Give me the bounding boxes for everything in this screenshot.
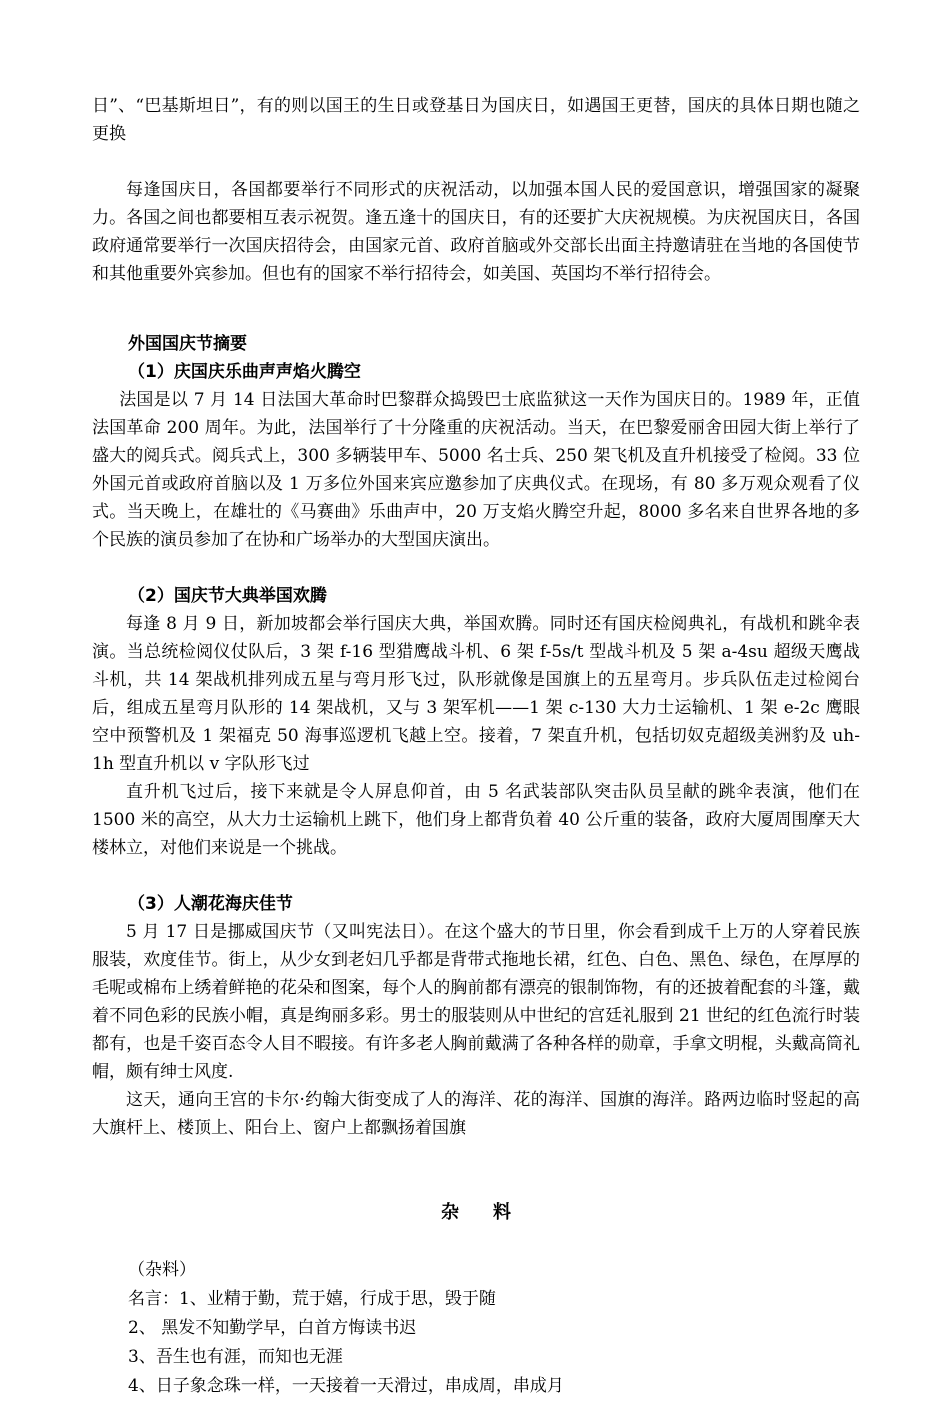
quote-item-2: 2、 黑发不知勤学早，白首方悔读书迟: [128, 1318, 417, 1338]
misc-title: 杂料: [441, 1202, 545, 1223]
misc-label: （杂料）: [128, 1260, 196, 1280]
quote-item-3: 3、吾生也有涯，而知也无涯: [128, 1347, 343, 1367]
summary-title: 外国国庆节摘要: [128, 334, 247, 354]
document-page: [92, 92, 860, 1401]
intro-paragraph-1: 日”、“巴基斯坦日”，有的则以国王的生日或登基日为国庆日，如遇国王更替，国庆的具体日期也随之更换: [92, 96, 860, 144]
section-1-heading: （1）庆国庆乐曲声声焰火腾空: [128, 362, 361, 382]
section-2-paragraph-1: 每逢 8 月 9 日，新加坡都会举行国庆大典，举国欢腾。同时还有国庆检阅典礼，有战机和跳伞表演。当总统检阅仪仗队后，3 架 f-16 型猎鹰战斗机、6 架 f-5s/t 型战斗机及 5 架 a-4su 超级天鹰战斗机，共 14 架战机排列成五星与弯月形飞过，队形就像是国旗上的五星弯月。步兵队伍走过检阅台后，组成五星弯月队形的 14 架战机，又与 3 架军机——1 架 c-130 大力士运输机、1 架 e-2c 鹰眼空中预警机及 1 架福克 50 海事巡逻机飞越上空。接着，7 架直升机，包括切奴克超级美洲豹及 uh-1h 型直升机以 v 字队形飞过: [92, 614, 860, 774]
intro-paragraph-2: 每逢国庆日，各国都要举行不同形式的庆祝活动，以加强本国人民的爱国意识，增强国家的凝聚力。各国之间也都要相互表示祝贺。逢五逢十的国庆日，有的还要扩大庆祝规模。为庆祝国庆日，各国政府通常要举行一次国庆招待会，由国家元首、政府首脑或外交部长出面主持邀请驻在当地的各国使节和其他重要外宾参加。但也有的国家不举行招待会，如美国、英国均不举行招待会。: [92, 180, 860, 284]
section-2-paragraph-2: 直升机飞过后，接下来就是令人屏息仰首，由 5 名武装部队突击队员呈献的跳伞表演，他们在 1500 米的高空，从大力士运输机上跳下，他们身上都背负着 40 公斤重的装备，政府大厦周围摩天大楼林立，对他们来说是一个挑战。: [92, 782, 860, 858]
section-2-heading: （2）国庆节大典举国欢腾: [128, 586, 327, 606]
section-1-paragraph: 法国是以 7 月 14 日法国大革命时巴黎群众捣毁巴士底监狱这一天作为国庆日的。1989 年，正值法国革命 200 周年。为此，法国举行了十分隆重的庆祝活动。当天，在巴黎爱丽舍田园大街上举行了盛大的阅兵式。阅兵式上，300 多辆装甲车、5000 名士兵、250 架飞机及直升机接受了检阅。33 位外国元首或政府首脑以及 1 万多位外国来宾应邀参加了庆典仪式。在现场，有 80 多万观众观看了仪式。当天晚上，在雄壮的《马赛曲》乐曲声中，20 万支焰火腾空升起，8000 多名来自世界各地的多个民族的演员参加了在协和广场举办的大型国庆演出。: [92, 390, 860, 550]
quote-item-4: 4、日子象念珠一样，一天接着一天滑过，串成周，串成月: [128, 1376, 564, 1396]
section-3-heading: （3）人潮花海庆佳节: [128, 894, 293, 914]
quote-item-1: 名言：1、业精于勤，荒于嬉，行成于思，毁于随: [128, 1289, 496, 1309]
section-3-paragraph-1: 5 月 17 日是挪威国庆节（又叫宪法日）。在这个盛大的节日里，你会看到成千上万的人穿着民族服装，欢度佳节。街上，从少女到老妇几乎都是背带式拖地长裙，红色、白色、黑色、绿色，在厚厚的毛呢或棉布上绣着鲜艳的花朵和图案，每个人的胸前都有漂亮的银制饰物，有的还披着配套的斗篷，戴着不同色彩的民族小帽，真是绚丽多彩。男士的服装则从中世纪的宫廷礼服到 21 世纪的红色流行时装都有，也是千姿百态令人目不暇接。有许多老人胸前戴满了各种各样的勋章，手拿文明棍，头戴高筒礼帽，颇有绅士风度.: [92, 922, 860, 1082]
section-3-paragraph-2: 这天，通向王宫的卡尔·约翰大街变成了人的海洋、花的海洋、国旗的海洋。路两边临时竖起的高大旗杆上、楼顶上、阳台上、窗户上都飘扬着国旗: [92, 1090, 860, 1138]
